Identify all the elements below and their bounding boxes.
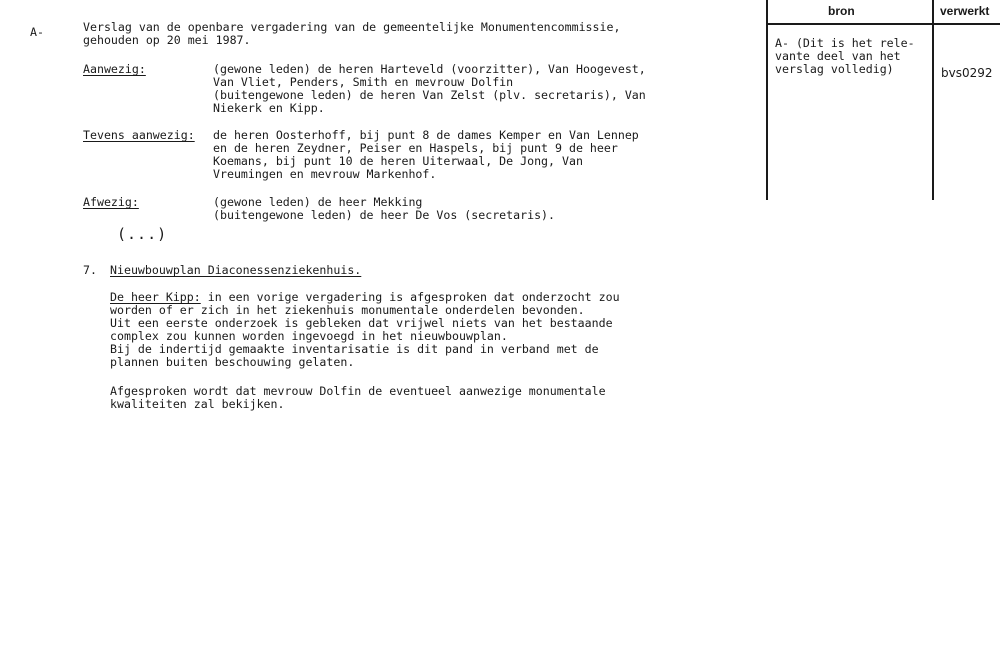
tevens-line-2: en de heren Zeydner, Peiser en Haspels, bij punt 9 de heer bbox=[213, 141, 618, 155]
tevens-aanwezig-label: Tevens aanwezig: bbox=[83, 128, 195, 142]
aanwezig-label: Aanwezig: bbox=[83, 62, 146, 76]
table-column-divider bbox=[932, 0, 934, 200]
report-title-line-1: Verslag van de openbare vergadering van de gemeentelijke Monumentencommissie, bbox=[83, 20, 621, 34]
item-7-line-6: plannen buiten beschouwing gelaten. bbox=[110, 355, 355, 369]
conclusion-line-2: kwaliteiten zal bekijken. bbox=[110, 397, 285, 411]
margin-tag: A- bbox=[30, 25, 44, 39]
aanwezig-line-2: Van Vliet, Penders, Smith en mevrouw Dolfin bbox=[213, 75, 514, 89]
report-title-line-2: gehouden op 20 mei 1987. bbox=[83, 33, 251, 47]
item-7-line-4: complex zou kunnen worden ingevoegd in het nieuwbouwplan. bbox=[110, 329, 508, 343]
item-7-number: 7. bbox=[83, 263, 97, 277]
item-7-line-3: Uit een eerste onderzoek is gebleken dat vrijwel niets van het bestaande bbox=[110, 316, 613, 330]
tevens-line-1: de heren Oosterhoff, bij punt 8 de dames Kemper en Van Lennep bbox=[213, 128, 639, 142]
aanwezig-line-1: (gewone leden) de heren Harteveld (voorzitter), Van Hoogevest, bbox=[213, 62, 646, 76]
afwezig-label: Afwezig: bbox=[83, 195, 139, 209]
bron-line-3: verslag volledig) bbox=[775, 62, 894, 76]
table-header-rule bbox=[766, 23, 1000, 25]
item-7-line-2: worden of er zich in het ziekenhuis monumentale onderdelen bevonden. bbox=[110, 303, 585, 317]
item-7-first-line-text: in een vorige vergadering is afgesproken dat onderzocht zou bbox=[200, 290, 620, 304]
bron-line-2: vante deel van het bbox=[775, 49, 901, 63]
bron-line-1: A- (Dit is het rele- bbox=[775, 36, 915, 50]
item-7-title: Nieuwbouwplan Diaconessenziekenhuis. bbox=[110, 263, 362, 277]
speaker-name: De heer Kipp: bbox=[110, 290, 201, 304]
tevens-line-4: Vreumingen en mevrouw Markenhof. bbox=[213, 167, 437, 181]
header-bron: bron bbox=[828, 4, 855, 18]
item-7-line-5: Bij de indertijd gemaakte inventarisatie is dit pand in verband met de bbox=[110, 342, 599, 356]
conclusion-line-1: Afgesproken wordt dat mevrouw Dolfin de eventueel aanwezige monumentale bbox=[110, 384, 606, 398]
afwezig-line-2: (buitengewone leden) de heer De Vos (secretaris). bbox=[213, 208, 556, 222]
header-verwerkt: verwerkt bbox=[940, 4, 990, 18]
aanwezig-line-3: (buitengewone leden) de heren Van Zelst (plv. secretaris), Van bbox=[213, 88, 646, 102]
aanwezig-line-4: Niekerk en Kipp. bbox=[213, 101, 325, 115]
table-left-border bbox=[766, 0, 768, 200]
tevens-line-3: Koemans, bij punt 10 de heren Uiterwaal, De Jong, Van bbox=[213, 154, 583, 168]
afwezig-line-1: (gewone leden) de heer Mekking bbox=[213, 195, 423, 209]
omission-ellipsis: (...) bbox=[117, 225, 168, 243]
verwerkt-code: bvs0292 bbox=[941, 66, 993, 80]
